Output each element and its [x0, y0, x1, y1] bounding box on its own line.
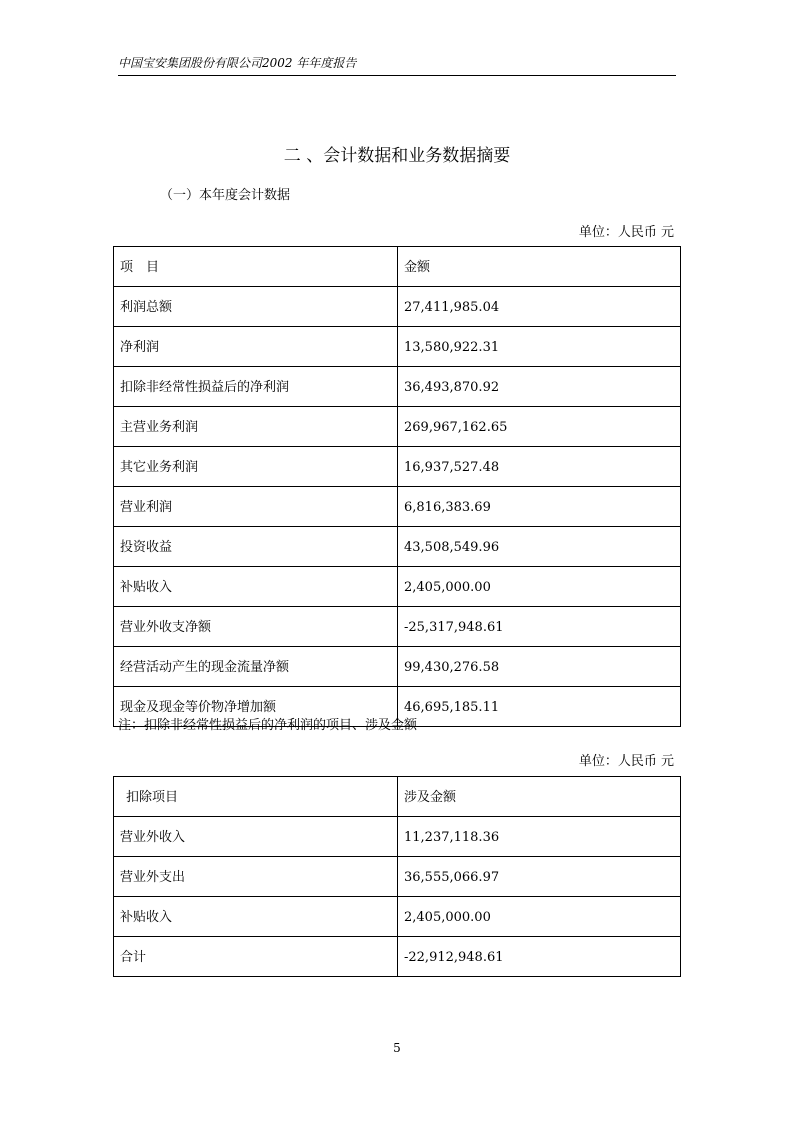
table-row — [114, 527, 681, 567]
note-text: 注：扣除非经常性损益后的净利润的项目、涉及金额 — [118, 718, 418, 733]
table-row — [114, 567, 681, 607]
row-amount: 16,937,527.48 — [398, 447, 681, 487]
section-title: 二 、会计数据和业务数据摘要 — [283, 146, 511, 166]
row-amount: 6,816,383.69 — [398, 487, 681, 527]
row-amount: 13,580,922.31 — [398, 327, 681, 367]
row-amount: -22,912,948.61 — [398, 937, 681, 977]
row-item: 利润总额 — [114, 287, 398, 327]
row-amount: 269,967,162.65 — [398, 407, 681, 447]
row-item: 营业外收支净额 — [114, 607, 398, 647]
sub-title: （一）本年度会计数据 — [160, 188, 291, 203]
page-header — [118, 55, 676, 76]
table-row — [114, 367, 681, 407]
table-row — [114, 817, 681, 857]
table-row — [114, 647, 681, 687]
deduction-items-table — [113, 776, 681, 977]
row-item: 合计 — [114, 937, 398, 977]
table-row — [114, 407, 681, 447]
row-item: 补贴收入 — [114, 567, 398, 607]
row-amount: 2,405,000.00 — [398, 897, 681, 937]
accounting-data-table — [113, 246, 681, 727]
row-amount: 36,555,066.97 — [398, 857, 681, 897]
row-amount: 2,405,000.00 — [398, 567, 681, 607]
header-amount: 涉及金额 — [398, 777, 681, 817]
row-amount: 43,508,549.96 — [398, 527, 681, 567]
table-row — [114, 937, 681, 977]
table-row — [114, 897, 681, 937]
page-number: 5 — [393, 1041, 401, 1055]
table-row — [114, 857, 681, 897]
row-item: 主营业务利润 — [114, 407, 398, 447]
row-item: 补贴收入 — [114, 897, 398, 937]
table-row — [114, 607, 681, 647]
header-amount: 金额 — [398, 247, 681, 287]
row-item: 经营活动产生的现金流量净额 — [114, 647, 398, 687]
header-item: 项 目 — [114, 247, 398, 287]
row-item: 扣除非经常性损益后的净利润 — [114, 367, 398, 407]
row-item: 现金及现金等价物净增加额 — [114, 687, 398, 727]
row-item: 营业外支出 — [114, 857, 398, 897]
table-header-row — [114, 777, 681, 817]
header-text: 中国宝安集团股份有限公司2002 年年度报告 — [118, 56, 357, 70]
row-amount: 36,493,870.92 — [398, 367, 681, 407]
table1-unit-label: 单位：人民币 元 — [578, 225, 674, 240]
row-amount: -25,317,948.61 — [398, 607, 681, 647]
row-item: 其它业务利润 — [114, 447, 398, 487]
row-amount: 99,430,276.58 — [398, 647, 681, 687]
table2-unit-label: 单位：人民币 元 — [578, 754, 674, 769]
table-row — [114, 487, 681, 527]
header-item: 扣除项目 — [114, 777, 398, 817]
row-amount: 46,695,185.11 — [398, 687, 681, 727]
row-item: 投资收益 — [114, 527, 398, 567]
row-item: 营业利润 — [114, 487, 398, 527]
table-row — [114, 447, 681, 487]
row-amount: 11,237,118.36 — [398, 817, 681, 857]
row-amount: 27,411,985.04 — [398, 287, 681, 327]
row-item: 净利润 — [114, 327, 398, 367]
table-row — [114, 287, 681, 327]
table-row — [114, 327, 681, 367]
table-header-row — [114, 247, 681, 287]
row-item: 营业外收入 — [114, 817, 398, 857]
